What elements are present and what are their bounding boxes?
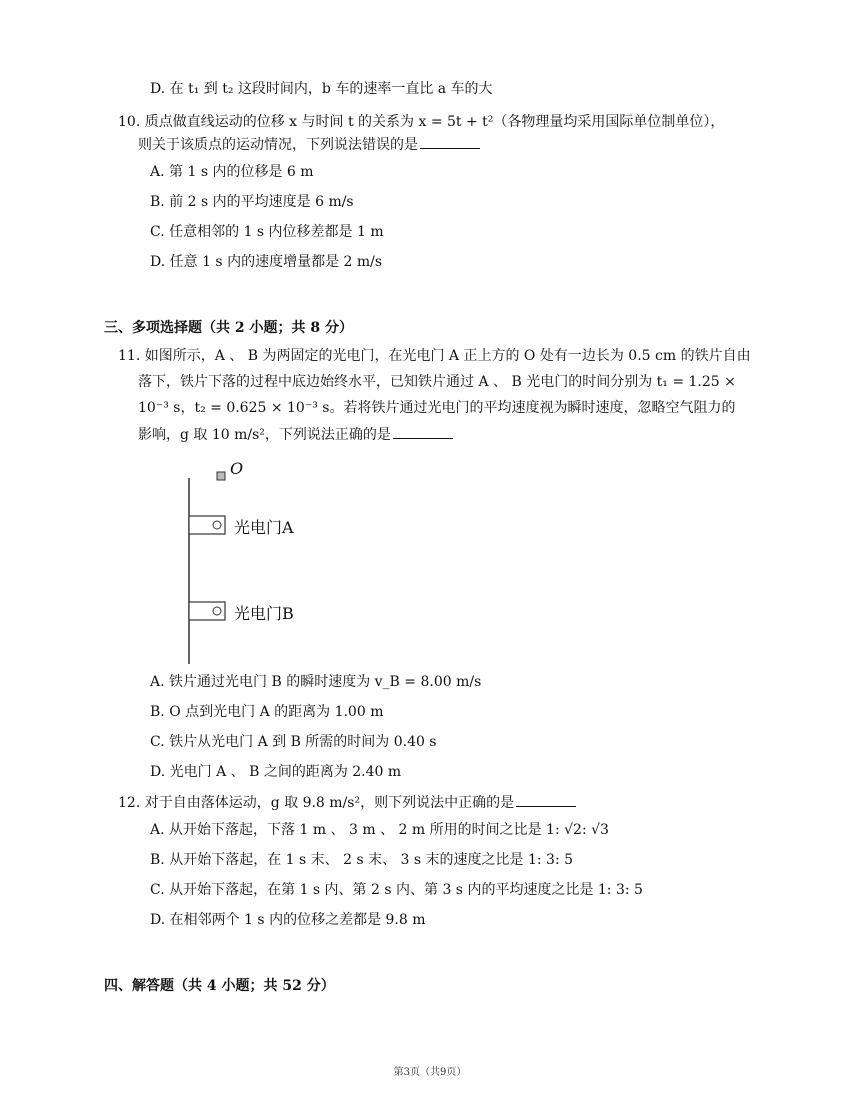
q9-option-d: D. 在 t₁ 到 t₂ 这段时间内，b 车的速率一直比 a 车的大 bbox=[150, 81, 493, 97]
photogate-b-sensor bbox=[213, 607, 221, 615]
iron-sheet bbox=[217, 472, 225, 480]
q10-stem-line1: 10. 质点做直线运动的位移 x 与时间 t 的关系为 x = 5t + t²（各物理量均采用国际单位制单位）， bbox=[118, 114, 725, 130]
q12-stem-text: 12. 对于自由落体运动，g 取 9.8 m/s²，则下列说法中正确的是 bbox=[118, 795, 515, 811]
q10-option-c: C. 任意相邻的 1 s 内位移差都是 1 m bbox=[150, 224, 384, 240]
point-o-label: O bbox=[230, 459, 244, 478]
photogate-a-sensor bbox=[213, 521, 221, 529]
q10-stem-line2 bbox=[138, 134, 480, 155]
photogate-diagram bbox=[180, 456, 330, 666]
answer-blank bbox=[420, 134, 480, 149]
q12-option-b: B. 从开始下落起，在 1 s 末、 2 s 末、 3 s 末的速度之比是 1: 3: 5 bbox=[150, 852, 574, 868]
q12-stem bbox=[118, 792, 576, 813]
photogate-figure bbox=[180, 456, 330, 666]
q12-option-a: A. 从开始下落起，下落 1 m 、 3 m 、 2 m 所用的时间之比是 1: √2: √3 bbox=[150, 822, 609, 838]
q11-option-a: A. 铁片通过光电门 B 的瞬时速度为 v_B = 8.00 m/s bbox=[150, 674, 482, 690]
q11-stem-text: 影响，g 取 10 m/s²，下列说法正确的是 bbox=[138, 427, 391, 443]
q12-option-d: D. 在相邻两个 1 s 内的位移之差都是 9.8 m bbox=[150, 912, 426, 928]
q11-stem-line4 bbox=[138, 424, 453, 445]
q10-option-a: A. 第 1 s 内的位移是 6 m bbox=[150, 164, 314, 180]
answer-blank bbox=[393, 424, 453, 439]
q10-stem-text: 则关于该质点的运动情况，下列说法错误的是 bbox=[138, 137, 418, 153]
page-footer: 第3页（共9页） bbox=[393, 1067, 467, 1078]
q11-option-d: D. 光电门 A 、 B 之间的距离为 2.40 m bbox=[150, 764, 402, 780]
section-3-heading: 三、多项选择题（共 2 小题；共 8 分） bbox=[104, 320, 353, 336]
q11-option-b: B. O 点到光电门 A 的距离为 1.00 m bbox=[150, 704, 384, 720]
photogate-a-label: 光电门A bbox=[234, 518, 294, 537]
q11-option-c: C. 铁片从光电门 A 到 B 所需的时间为 0.40 s bbox=[150, 734, 437, 750]
q10-option-b: B. 前 2 s 内的平均速度是 6 m/s bbox=[150, 194, 354, 210]
q11-stem-line3: 10⁻³ s，t₂ = 0.625 × 10⁻³ s。若将铁片通过光电门的平均速度视为瞬时速度，忽略空气阻力的 bbox=[138, 400, 736, 416]
q11-stem-line2: 落下，铁片下落的过程中底边始终水平，已知铁片通过 A 、 B 光电门的时间分别为 t₁ = 1.25 × bbox=[138, 374, 736, 390]
answer-blank bbox=[516, 792, 576, 807]
q11-stem-line1: 11. 如图所示，A 、 B 为两固定的光电门，在光电门 A 正上方的 O 处有一边长为 0.5 cm 的铁片自由 bbox=[118, 348, 751, 364]
q12-option-c: C. 从开始下落起，在第 1 s 内、第 2 s 内、第 3 s 内的平均速度之比是 1: 3: 5 bbox=[150, 882, 643, 898]
photogate-b-label: 光电门B bbox=[234, 604, 294, 623]
section-4-heading: 四、解答题（共 4 小题；共 52 分） bbox=[104, 978, 335, 994]
q10-option-d: D. 任意 1 s 内的速度增量都是 2 m/s bbox=[150, 254, 383, 270]
